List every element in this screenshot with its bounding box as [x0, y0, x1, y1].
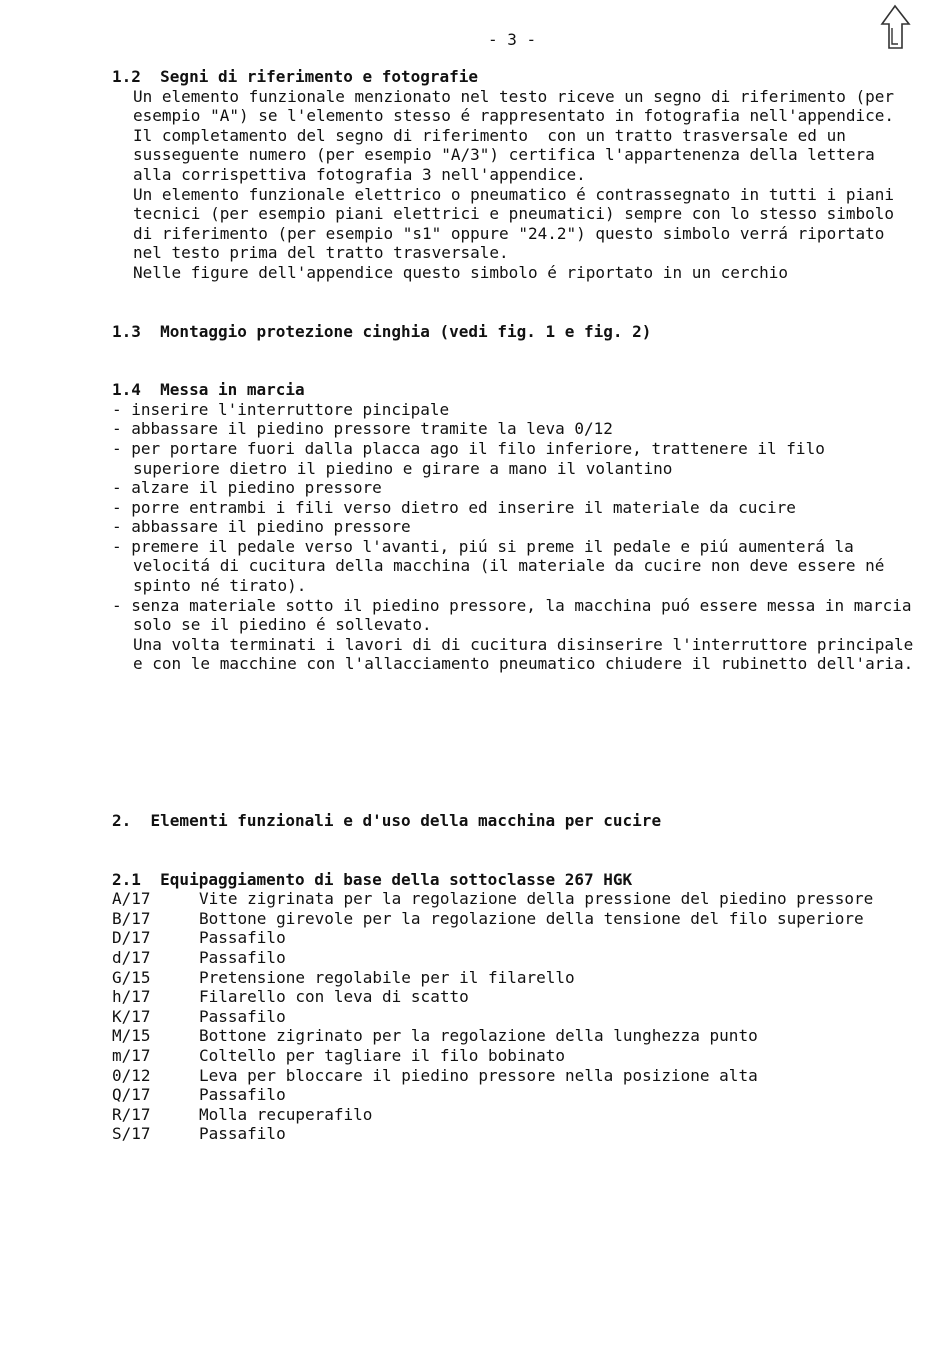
list-item-continuation: e con le macchine con l'allacciamento pneumatico chiudere il rubinetto dell'aria. — [133, 654, 914, 674]
item-code: D/17 — [112, 928, 151, 948]
text-line: susseguente numero (per esempio "A/3") certifica l'appartenenza della lettera — [133, 145, 875, 165]
list-item-continuation: solo se il piedino é sollevato. — [133, 615, 432, 635]
item-code: A/17 — [112, 889, 151, 909]
page-number: - 3 - — [488, 30, 537, 49]
list-item-continuation: velocitá di cucitura della macchina (il materiale da cucire non deve essere né — [133, 556, 885, 576]
item-description: Passafilo — [199, 928, 286, 948]
item-code: B/17 — [112, 908, 151, 928]
text-line: esempio "A") se l'elemento stesso é rappresentato in fotografia nell'appendice. — [133, 106, 894, 126]
section-2-1-heading: 2.1 Equipaggiamento di base della sottoclasse 267 HGK — [112, 869, 633, 889]
list-item: - per portare fuori dalla placca ago il filo inferiore, trattenere il filo — [112, 438, 825, 458]
item-description: Molla recuperafilo — [199, 1104, 373, 1124]
section-1-2-text — [112, 87, 942, 283]
item-code: d/17 — [112, 948, 151, 967]
item-code: m/17 — [112, 1045, 151, 1065]
item-code: S/17 — [112, 1124, 151, 1144]
list-item: - senza materiale sotto il piedino pressore, la macchina puó essere messa in marcia — [112, 595, 912, 615]
list-item: - abbassare il piedino pressore — [112, 517, 411, 537]
section-1-2-heading: 1.2 Segni di riferimento e fotografie — [112, 67, 479, 86]
item-code: 0/12 — [112, 1065, 151, 1085]
text-line: tecnici (per esempio piani elettrici e pneumatici) sempre con lo stesso simbolo — [133, 204, 894, 224]
item-description: Coltello per tagliare il filo bobinato — [199, 1045, 566, 1065]
item-code: R/17 — [112, 1104, 151, 1124]
text-line: Il completamento del segno di riferimento con un tratto trasversale ed un — [133, 125, 846, 145]
text-line: alla corrispettiva fotografia 3 nell'appendice. — [133, 164, 586, 184]
item-description: Bottone zigrinato per la regolazione della lunghezza punto — [199, 1026, 758, 1046]
section-1-3-heading: 1.3 Montaggio protezione cinghia (vedi fig. 1 e fig. 2) — [112, 321, 652, 341]
list-item-continuation: spinto né tirato). — [133, 576, 307, 596]
section-1-4-heading: 1.4 Messa in marcia — [112, 380, 305, 400]
list-item-continuation: Una volta terminati i lavori di di cucitura disinserire l'interruttore principale — [133, 634, 914, 654]
item-description: Leva per bloccare il piedino pressore nella posizione alta — [199, 1065, 758, 1085]
text-line: Un elemento funzionale elettrico o pneumatico é contrassegnato in tutti i piani — [133, 184, 894, 204]
item-code: K/17 — [112, 1006, 151, 1026]
text-line: Nelle figure dell'appendice questo simbolo é riportato in un cerchio — [133, 262, 789, 282]
item-code: M/15 — [112, 1026, 151, 1046]
list-item-continuation: superiore dietro il piedino e girare a mano il volantino — [133, 458, 673, 478]
document-body — [112, 67, 942, 1144]
list-item: - porre entrambi i fili verso dietro ed inserire il materiale da cucire — [112, 497, 796, 517]
item-description: Passafilo — [199, 948, 286, 967]
equipment-list — [112, 889, 942, 1144]
item-description: Passafilo — [199, 1124, 286, 1144]
text-line: Un elemento funzionale menzionato nel testo riceve un segno di riferimento (per — [133, 86, 894, 106]
item-code: Q/17 — [112, 1085, 151, 1105]
item-description: Passafilo — [199, 1006, 286, 1026]
item-code: G/15 — [112, 967, 151, 987]
list-item: - inserire l'interruttore pincipale — [112, 399, 450, 419]
up-arrow-icon[interactable] — [878, 4, 912, 52]
item-code: h/17 — [112, 987, 151, 1007]
item-description: Vite zigrinata per la regolazione della pressione del piedino pressore — [199, 889, 874, 909]
text-line: di riferimento (per esempio "s1" oppure "24.2") questo simbolo verrá riportato — [133, 223, 885, 243]
item-description: Filarello con leva di scatto — [199, 987, 469, 1007]
list-item: - abbassare il piedino pressore tramite la leva 0/12 — [112, 419, 613, 439]
list-item: - alzare il piedino pressore — [112, 478, 382, 498]
section-2-heading: 2. Elementi funzionali e d'uso della macchina per cucire — [112, 811, 662, 831]
text-line: nel testo prima del tratto trasversale. — [133, 243, 509, 263]
list-item: - premere il pedale verso l'avanti, piú si preme il pedale e piú aumenterá la — [112, 536, 854, 556]
item-description: Pretensione regolabile per il filarello — [199, 967, 575, 987]
item-description: Bottone girevole per la regolazione della tensione del filo superiore — [199, 908, 864, 928]
startup-steps-list — [112, 400, 942, 674]
item-description: Passafilo — [199, 1085, 286, 1105]
